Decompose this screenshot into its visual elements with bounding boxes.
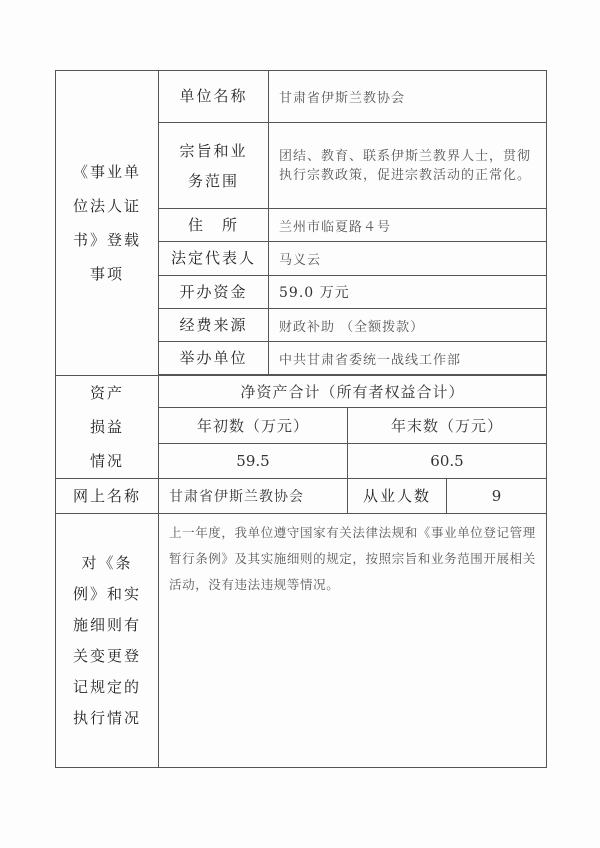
compliance-label: 对《条例》和实施细则有关变更登记规定的执行情况 — [56, 514, 159, 768]
annual-report-table — [55, 70, 547, 768]
purpose-label: 宗旨和业务范围 — [159, 123, 269, 209]
funding-value: 财政补助 （全额拨款） — [269, 309, 547, 342]
end-year-label: 年末数（万元） — [348, 408, 547, 443]
begin-year-label: 年初数（万元） — [159, 408, 348, 443]
sponsor-value: 中共甘肃省委统一战线工作部 — [269, 342, 547, 375]
staff-count-value: 9 — [447, 479, 547, 514]
staff-count-label: 从业人数 — [348, 479, 447, 514]
row-assets-header — [56, 376, 547, 408]
capital-label: 开办资金 — [159, 276, 269, 309]
compliance-text: 上一年度，我单位遵守国家有关法律法规和《事业单位登记管理暂行条例》及其实施细则的规定，按照宗旨和业务范围开展相关活动，没有违法违规等情况。 — [159, 514, 547, 768]
registration-section-label: 《事业单位法人证书》登载事项 — [56, 71, 159, 376]
unit-name-label: 单位名称 — [159, 71, 269, 123]
address-value: 兰州市临夏路４号 — [269, 209, 547, 242]
end-year-value: 60.5 — [348, 443, 547, 478]
row-online-name — [56, 479, 547, 514]
row-compliance — [56, 514, 547, 768]
funding-label: 经费来源 — [159, 309, 269, 342]
legal-rep-value: 马义云 — [269, 242, 547, 276]
row-unit-name — [56, 71, 547, 123]
unit-name-value: 甘肃省伊斯兰教协会 — [269, 71, 547, 123]
purpose-value: 团结、教育、联系伊斯兰教界人士，贯彻执行宗教政策，促进宗教活动的正常化。 — [269, 123, 547, 209]
assets-section-label: 资产损益情况 — [56, 376, 159, 479]
begin-year-value: 59.5 — [159, 443, 348, 478]
net-assets-header: 净资产合计（所有者权益合计） — [159, 376, 547, 408]
online-name-value: 甘肃省伊斯兰教协会 — [159, 479, 348, 514]
online-name-label: 网上名称 — [56, 479, 159, 514]
capital-value: 59.0 万元 — [269, 276, 547, 309]
sponsor-label: 举办单位 — [159, 342, 269, 375]
legal-rep-label: 法定代表人 — [159, 242, 269, 276]
address-label: 住 所 — [159, 209, 269, 242]
